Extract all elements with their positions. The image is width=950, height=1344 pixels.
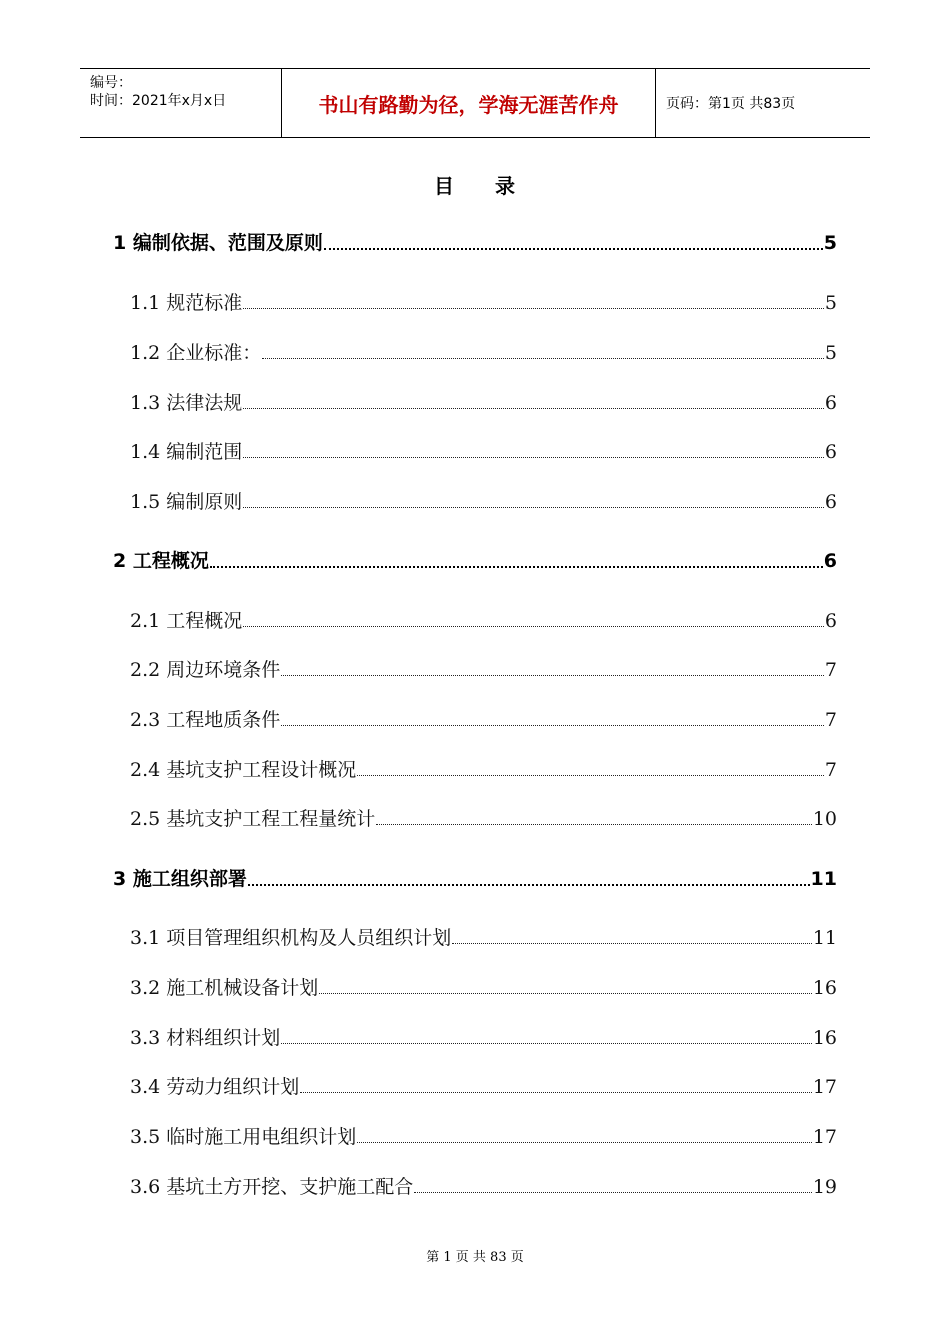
toc-entry[interactable] xyxy=(130,340,837,366)
toc-entry-label: 3 施工组织部署 xyxy=(113,868,247,890)
toc-entry-page: 17 xyxy=(812,1126,837,1148)
toc-entry-page: 6 xyxy=(824,491,837,513)
toc-leader xyxy=(281,1025,812,1044)
toc-leader xyxy=(319,975,812,994)
toc-leader xyxy=(357,1124,812,1143)
toc-leader xyxy=(243,608,824,627)
toc-entry-label: 2.3 工程地质条件 xyxy=(130,709,281,731)
header-page: 页码：第1页 共83页 xyxy=(666,96,796,112)
toc-leader xyxy=(243,439,824,458)
toc-entry-page: 16 xyxy=(812,977,837,999)
toc-leader xyxy=(357,757,824,776)
toc-entry-page: 5 xyxy=(823,232,837,254)
toc-entry[interactable] xyxy=(113,866,837,892)
toc-entry[interactable] xyxy=(113,230,837,256)
toc-entry[interactable] xyxy=(130,757,837,783)
toc-leader xyxy=(452,925,812,944)
toc-entry-page: 6 xyxy=(823,550,837,572)
toc-leader xyxy=(243,390,824,409)
toc-leader xyxy=(281,707,824,726)
toc-entry-page: 6 xyxy=(824,441,837,463)
toc-entry[interactable] xyxy=(130,975,837,1001)
toc-entry-label: 3.3 材料组织计划 xyxy=(130,1027,281,1049)
page-header xyxy=(80,68,870,138)
toc-entry-label: 3.2 施工机械设备计划 xyxy=(130,977,319,999)
toc-entry[interactable] xyxy=(130,608,837,634)
toc-entry-label: 3.6 基坑土方开挖、支护施工配合 xyxy=(130,1176,414,1198)
toc-leader xyxy=(376,806,812,825)
toc-entry-page: 19 xyxy=(812,1176,837,1198)
toc-entry-page: 6 xyxy=(824,392,837,414)
toc-entry-page: 7 xyxy=(824,659,837,681)
toc-entry[interactable] xyxy=(130,1074,837,1100)
toc-entry-label: 2 工程概况 xyxy=(113,550,209,572)
toc-entry-label: 2.1 工程概况 xyxy=(130,610,243,632)
toc-entry-page: 5 xyxy=(824,342,837,364)
toc-entry-page: 10 xyxy=(812,808,837,830)
toc-entry[interactable] xyxy=(130,806,837,832)
toc-leader xyxy=(262,340,824,359)
page-footer: 第 1 页 共 83 页 xyxy=(426,1250,524,1265)
toc-entry-label: 1.4 编制范围 xyxy=(130,441,243,463)
toc-entry[interactable] xyxy=(130,1025,837,1051)
toc-leader xyxy=(248,866,810,886)
header-date: 时间：2021年x月x日 xyxy=(90,93,227,109)
toc-leader xyxy=(243,489,824,508)
toc-entry-page: 6 xyxy=(824,610,837,632)
toc-entry-label: 1.1 规范标准 xyxy=(130,292,243,314)
toc-entry[interactable] xyxy=(130,290,837,316)
toc-leader xyxy=(210,548,823,568)
toc-entry-label: 1 编制依据、范围及原则 xyxy=(113,232,323,254)
toc-leader xyxy=(324,230,823,250)
toc-entry[interactable] xyxy=(130,439,837,465)
toc-entry-label: 1.3 法律法规 xyxy=(130,392,243,414)
toc-entry-page: 5 xyxy=(824,292,837,314)
header-meta xyxy=(80,69,282,137)
header-number: 编号： xyxy=(90,75,132,91)
toc-entry[interactable] xyxy=(130,925,837,951)
toc-entry-page: 11 xyxy=(812,927,837,949)
toc-entry-page: 16 xyxy=(812,1027,837,1049)
toc-entry-page: 7 xyxy=(824,759,837,781)
toc-entry-label: 3.1 项目管理组织机构及人员组织计划 xyxy=(130,927,452,949)
toc-entry-label: 2.2 周边环境条件 xyxy=(130,659,281,681)
toc-entry[interactable] xyxy=(113,548,837,574)
toc-entry-page: 7 xyxy=(824,709,837,731)
toc-entry[interactable] xyxy=(130,390,837,416)
toc-entry[interactable] xyxy=(130,1174,837,1200)
toc-entry[interactable] xyxy=(130,657,837,683)
toc-entry-label: 3.5 临时施工用电组织计划 xyxy=(130,1126,357,1148)
toc-entry-page: 17 xyxy=(812,1076,837,1098)
toc-entry-label: 3.4 劳动力组织计划 xyxy=(130,1076,300,1098)
toc-entry-label: 2.4 基坑支护工程设计概况 xyxy=(130,759,357,781)
toc-leader xyxy=(300,1074,812,1093)
toc-entry-page: 11 xyxy=(810,868,837,890)
toc-entry[interactable] xyxy=(130,489,837,515)
toc-entry-label: 1.5 编制原则 xyxy=(130,491,243,513)
toc-title-part2: 录 xyxy=(495,174,516,198)
toc-title-part1: 目 xyxy=(434,174,455,198)
toc-entry-label: 1.2 企业标准： xyxy=(130,342,262,364)
toc-title xyxy=(0,170,950,199)
toc-entry[interactable] xyxy=(130,1124,837,1150)
toc-leader xyxy=(281,657,824,676)
toc-entry[interactable] xyxy=(130,707,837,733)
toc-leader xyxy=(243,290,824,309)
toc-leader xyxy=(414,1174,812,1193)
toc-entry-label: 2.5 基坑支护工程工程量统计 xyxy=(130,808,376,830)
header-motto: 书山有路勤为径，学海无涯苦作舟 xyxy=(282,69,656,137)
